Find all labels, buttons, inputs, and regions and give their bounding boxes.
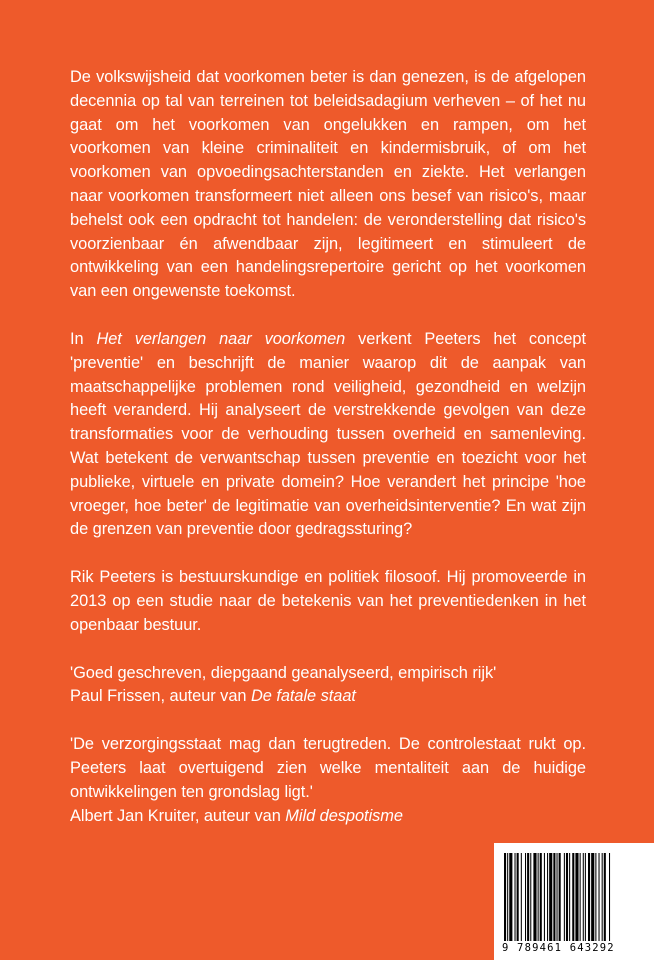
barcode-bar [604,853,606,941]
review-source-name: Albert Jan Kruiter, auteur van [70,806,286,825]
barcode-bar [509,853,512,941]
description-body: verkent Peeters het concept 'preventie' en beschrijft de manier waarop dit de aanpak van maatschappelijke problemen rond veiligheid, gezondheid en welzijn heeft veranderd. Hij analyseert de verstrekkende gevolgen van deze transformaties voor de verhouding tussen overheid en samenleving. Wat betekent de verwantschap tussen preventie en toezicht voor het publieke, virtuele en private domein? Hoe verandert het principe 'hoe vroeger, hoe beter' de legitimatie van overheidsinterventie? En wat zijn de grenzen van preventie door gedragssturing? [70,329,586,539]
barcode-bar [507,853,508,941]
barcode-bar [547,853,548,941]
review-source-title: Mild despotisme [285,806,403,825]
barcode-bar [533,853,536,941]
barcode-bar [515,853,516,941]
barcode-bar [538,853,539,941]
review-quote-text: 'Goed geschreven, diepgaand geanalyseerd, empirisch rijk' [70,663,497,682]
review-quote-2 [70,733,586,828]
barcode-bar [521,853,522,941]
review-quote-source [70,805,586,829]
barcode-bar [580,853,581,941]
barcode-bar [583,853,584,941]
isbn-barcode [494,843,654,960]
book-description-paragraph [70,328,586,542]
barcode-bars [504,853,646,941]
barcode-bar [544,853,545,941]
barcode-bar [599,853,600,941]
barcode-bar [569,853,570,941]
barcode-bar [527,853,529,941]
barcode-bar [559,853,561,941]
barcode-bar [602,853,603,941]
barcode-bar [530,853,531,941]
book-title: Het verlangen naar voorkomen [96,329,346,348]
blurb-text [70,66,586,852]
barcode-bar [591,853,594,941]
barcode-bar [504,853,506,941]
author-bio-paragraph: Rik Peeters is bestuurskundige en politiek filosoof. Hij promoveerde in 2013 op een studie naar de betekenis van het preventiedenken in het openbaar bestuur. [70,568,586,634]
barcode-bar [585,853,586,941]
review-quote-1 [70,662,586,710]
barcode-bar [575,853,578,941]
barcode-bar [540,853,542,941]
description-lead: In [70,329,97,348]
barcode-bar [553,853,555,941]
intro-paragraph: De volkswijsheid dat voorkomen beter is dan genezen, is de afgelopen decennia op tal van terreinen tot beleidsadagium verheven – of het nu gaat om het voorkomen van ongelukken en rampen, om het voorkomen van kleine criminaliteit en kindermisbruik, of om het voorkomen van opvoedingsachterstanden en ziekte. Het verlangen naar voorkomen transformeert niet alleen ons besef van risico's, maar behelst ook een opdracht tot handelen: de veronderstelling dat risico's voorzienbaar én afwendbaar zijn, legitimeert en stimuleert de ontwikkeling van een handelingsrepertoire gericht op het voorkomen van een ongewenste toekomst. [70,68,586,301]
review-source-name: Paul Frissen, auteur van [70,687,251,706]
barcode-bar [564,853,565,941]
isbn-number: 9 789461 643292 [502,942,615,954]
barcode-bar [557,853,558,941]
barcode-bar [549,853,552,941]
barcode-bar [595,853,596,941]
review-source-title: De fatale staat [250,687,356,706]
review-quote-text: 'De verzorgingsstaat mag dan terugtreden. De controlestaat rukt op. Peeters laat overtuigend zien welke mentaliteit aan de huidige ontwikkelingen ten grondslag ligt.' [70,735,586,801]
review-quote-source [70,685,586,709]
barcode-bar [517,853,519,941]
barcode-bar [525,853,526,941]
barcode-bar [572,853,574,941]
barcode-bar [609,853,610,941]
barcode-bar [588,853,590,941]
barcode-bar [566,853,568,941]
